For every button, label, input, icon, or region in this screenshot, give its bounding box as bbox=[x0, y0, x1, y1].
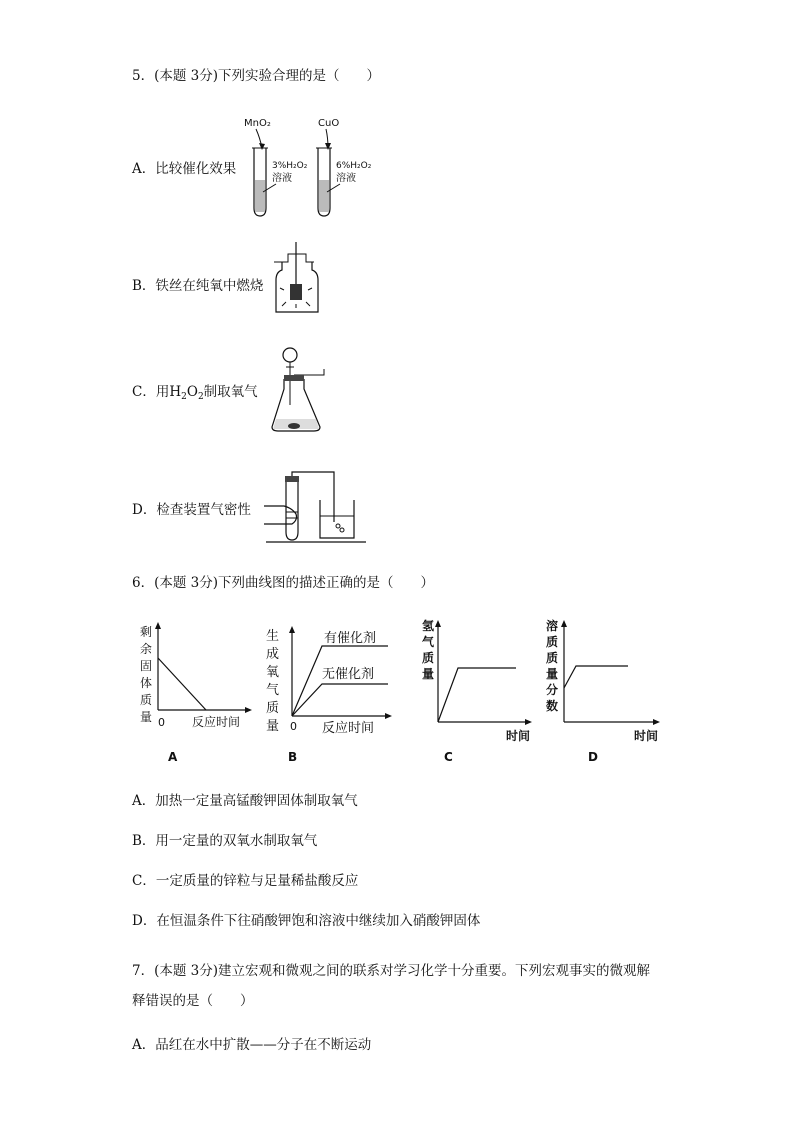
q5-option-c bbox=[132, 383, 258, 406]
q5-a-catalyst1-label: MnO₂ bbox=[244, 118, 271, 129]
q5-d-airtightness-figure bbox=[262, 470, 372, 545]
q6-b-curve1-label: 有催化剂 bbox=[324, 631, 377, 646]
q5-d-hand-icon bbox=[264, 506, 297, 524]
q5-option-a: A．比较催化效果 bbox=[132, 161, 237, 177]
q6-graph-a bbox=[138, 620, 258, 770]
q6-a-ylabel-1: 余 bbox=[140, 642, 153, 656]
q6-d-letter: D bbox=[588, 750, 598, 764]
q6-a-line bbox=[158, 658, 206, 710]
q6-graph-c bbox=[420, 610, 540, 770]
q5-c-flask-figure bbox=[270, 345, 330, 437]
q5-c-o-sub: 2 bbox=[197, 392, 204, 402]
q5-a-solution1-label2: 溶液 bbox=[272, 173, 292, 184]
q6-b-curve2-label: 无催化剂 bbox=[322, 667, 375, 682]
q5-a-liquid1-icon bbox=[255, 180, 265, 212]
q7-stem-line1: 7．(本题 3分)建立宏观和微观之间的联系对学习化学十分重要。下列宏观事实的微观解 bbox=[132, 963, 651, 979]
q5-b-burning-wire-icon bbox=[290, 284, 302, 300]
q6-a-ylabel-0: 剩 bbox=[140, 625, 153, 639]
q6-b-xlabel: 反应时间 bbox=[322, 721, 375, 736]
q5-c-o: O bbox=[186, 384, 198, 400]
q5-a-solution2-label2: 溶液 bbox=[336, 173, 356, 184]
q6-d-line bbox=[564, 666, 628, 688]
q6-a-ylabel-5: 量 bbox=[140, 710, 153, 724]
q5-b-iron-wire-figure bbox=[270, 240, 332, 318]
q5-c-funnel-bulb-icon bbox=[283, 348, 297, 362]
q6-a-ylabel-4: 质 bbox=[140, 693, 153, 707]
q6-b-ylabel-4: 质 bbox=[266, 701, 280, 716]
q6-d-xlabel: 时间 bbox=[634, 729, 659, 743]
q6-b-ylabel-2: 氧 bbox=[266, 665, 280, 680]
q6-c-letter: C bbox=[444, 750, 453, 764]
q6-b-letter: B bbox=[288, 750, 298, 764]
q6-graph-d bbox=[544, 610, 666, 770]
q6-b-ylabel-3: 气 bbox=[266, 683, 280, 698]
q5-option-b: B．铁丝在纯氧中燃烧 bbox=[132, 278, 264, 294]
q6-a-xlabel: 反应时间 bbox=[192, 715, 241, 729]
q6-a-ylabel-2: 固 bbox=[140, 659, 153, 673]
q6-d-ylabel-3: 量 bbox=[546, 667, 559, 681]
q5-a-catalyst2-label: CuO bbox=[318, 118, 340, 129]
q6-a-letter: A bbox=[168, 750, 178, 764]
q6-c-ylabel-2: 质 bbox=[422, 651, 435, 665]
q5-c-h: H bbox=[169, 384, 182, 400]
q6-d-ylabel-0: 溶 bbox=[546, 619, 559, 633]
q5-c-suffix: 制取氧气 bbox=[203, 384, 258, 400]
q5-a-solution1-label: 3%H₂O₂ bbox=[272, 161, 308, 171]
q6-b-ylabel-5: 量 bbox=[266, 719, 280, 734]
q5-a-liquid2-icon bbox=[319, 180, 329, 212]
q6-b-ylabel-1: 成 bbox=[266, 647, 280, 662]
q7-option-a: A．品红在水中扩散——分子在不断运动 bbox=[132, 1037, 372, 1053]
q6-d-ylabel-1: 质 bbox=[546, 635, 559, 649]
q5-a-solution2-label: 6%H₂O₂ bbox=[336, 161, 372, 171]
q6-a-origin: 0 bbox=[158, 716, 165, 729]
q6-b-origin: 0 bbox=[290, 720, 297, 733]
q6-c-ylabel-3: 量 bbox=[422, 667, 435, 681]
q6-a-ylabel-3: 体 bbox=[140, 676, 153, 690]
q6-c-line bbox=[438, 668, 516, 722]
q6-stem: 6．(本题 3分)下列曲线图的描述正确的是（ ） bbox=[132, 575, 435, 591]
q5-a-test-tubes-figure bbox=[236, 112, 386, 220]
q6-b-ylabel-0: 生 bbox=[266, 629, 280, 644]
q6-option-c: C．一定质量的锌粒与足量稀盐酸反应 bbox=[132, 873, 359, 889]
q5-option-d: D．检查装置气密性 bbox=[132, 502, 251, 518]
q5-stem: 5．(本题 3分)下列实验合理的是（ ） bbox=[132, 68, 381, 84]
q6-c-ylabel-1: 气 bbox=[422, 635, 435, 649]
q6-b-curve-no-catalyst bbox=[292, 684, 388, 716]
q6-c-xlabel: 时间 bbox=[506, 729, 531, 743]
q6-graph-b bbox=[264, 620, 394, 770]
q7-stem-line2: 释错误的是（ ） bbox=[132, 993, 254, 1009]
q5-c-prefix: C．用 bbox=[132, 384, 170, 400]
q6-option-b: B．用一定量的双氧水制取氧气 bbox=[132, 833, 318, 849]
q5-c-h-sub: 2 bbox=[181, 392, 187, 402]
q6-c-ylabel-0: 氢 bbox=[422, 619, 435, 633]
q6-d-ylabel-5: 数 bbox=[546, 699, 559, 713]
q5-d-beaker-icon bbox=[320, 500, 354, 538]
q6-d-ylabel-2: 质 bbox=[546, 651, 559, 665]
q6-d-ylabel-4: 分 bbox=[546, 683, 559, 697]
q6-option-a: A．加热一定量高锰酸钾固体制取氧气 bbox=[132, 793, 358, 809]
q6-option-d: D．在恒温条件下往硝酸钾饱和溶液中继续加入硝酸钾固体 bbox=[132, 913, 481, 929]
